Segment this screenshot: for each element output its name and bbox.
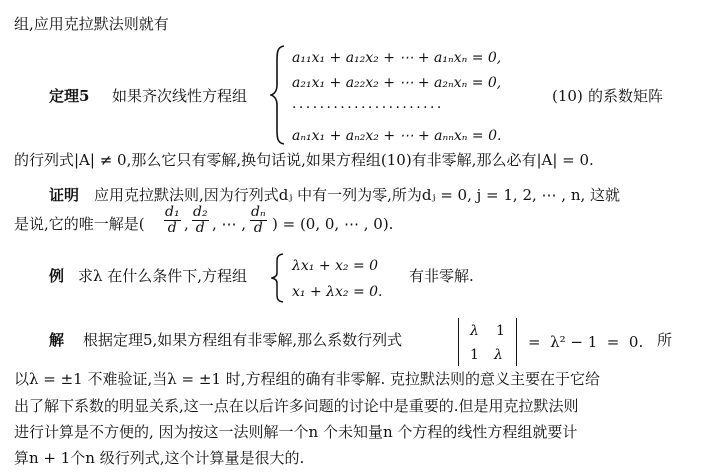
determinant-entry-c: 1 (470, 347, 479, 363)
proof-line-2-prefix: 是说,它的唯一解是( (14, 215, 145, 233)
theorem-line-2: 的行列式|A| ≠ 0,那么它只有零解,换句话说,如果方程组(10)有非零解,那么必有|A| = 0. (14, 151, 594, 169)
theorem-equation-2: a₂₁x₁ + a₂₂x₂ + ⋯ + a₂ₙxₙ = 0, (292, 75, 502, 91)
determinant-entry-d: λ (494, 347, 503, 363)
theorem-equation-dots: · · · · · · · · · · · · · · · · · · · · · · (292, 100, 441, 116)
example-label: 例 (49, 267, 65, 285)
fraction-middle-separator: , ⋯ , (212, 215, 247, 233)
fraction-1-denominator: d (167, 220, 177, 236)
solution-intro: 根据定理5,如果方程组有非零解,那么系数行列式 (83, 331, 403, 349)
solution-line-5: 算n + 1个n 级行列式,这个计算量是很大的. (14, 449, 305, 467)
coefficient-determinant (458, 318, 517, 366)
example-intro: 求λ 在什么条件下,方程组 (78, 267, 248, 285)
determinant-entry-b: 1 (496, 323, 505, 339)
fraction-dn-over-d (250, 205, 267, 236)
theorem-equation-n: aₙ₁x₁ + aₙ₂x₂ + ⋯ + aₙₙxₙ = 0. (292, 128, 502, 144)
theorem-intro: 如果齐次线性方程组 (112, 87, 248, 105)
fraction-1-numerator: d₁ (165, 204, 180, 220)
solution-line-1-tail: 所 (657, 331, 673, 349)
determinant-result: = λ² − 1 = 0. (528, 333, 644, 351)
comma-separator: , (184, 215, 189, 233)
solution-line-3: 出了解下系数的明显关系,这一点在以后许多问题的讨论中是重要的.但是用克拉默法则 (14, 397, 579, 415)
example-after: 有非零解. (409, 267, 474, 285)
fraction-3-denominator: d (253, 220, 263, 236)
fraction-3-numerator: dₙ (251, 204, 266, 220)
fraction-d2-over-d (192, 205, 209, 236)
solution-line-2: 以λ = ±1 不难验证,当λ = ±1 时,方程组的确有非零解. 克拉默法则的意义主要在于它给 (14, 370, 601, 388)
proof-line-1: 应用克拉默法则,因为行列式dⱼ 中有一列为零,所为dⱼ = 0, j = 1, 2, ⋯ , n, 这就 (94, 186, 621, 204)
example-equation-2: x₁ + λx₂ = 0. (292, 284, 383, 300)
example-equation-1: λx₁ + x₂ = 0 (292, 258, 379, 274)
theorem-label: 定理5 (49, 87, 90, 105)
proof-label: 证明 (49, 186, 80, 204)
solution-label: 解 (49, 331, 65, 349)
theorem-system-brace (270, 45, 286, 145)
theorem-equation-1: a₁₁x₁ + a₁₂x₂ + ⋯ + a₁ₙxₙ = 0, (292, 50, 502, 66)
fraction-d1-over-d (164, 205, 181, 236)
solution-line-4: 进行计算是不方便的, 因为按这一法则解一个n 个未知量n 个方程的线性方程组就要计 (14, 423, 578, 441)
fraction-2-denominator: d (195, 220, 205, 236)
proof-line-2-suffix: ) = (0, 0, ⋯ , 0). (272, 215, 394, 233)
fraction-2-numerator: d₂ (193, 204, 208, 220)
theorem-after: 的系数矩阵 (588, 87, 664, 105)
determinant-entry-a: λ (470, 323, 479, 339)
intro-line: 组,应用克拉默法则就有 (14, 15, 169, 33)
example-system-brace (271, 253, 285, 303)
theorem-equation-number: (10) (552, 87, 583, 105)
